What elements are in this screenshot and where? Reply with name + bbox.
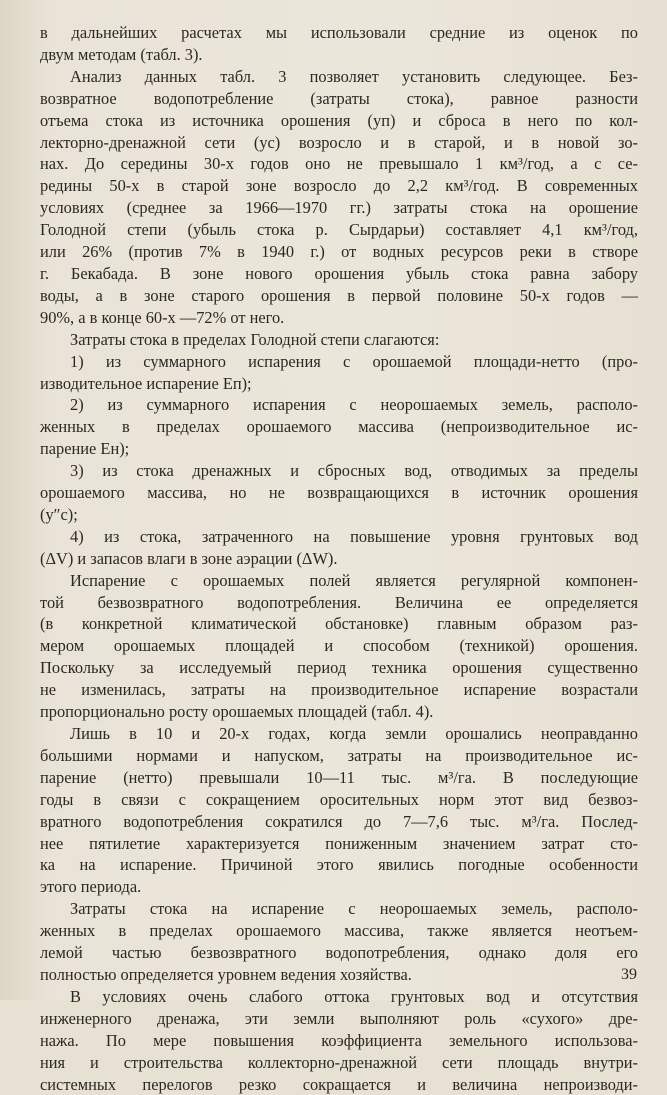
text-line: нее пятилетие характеризуется пониженным значением затрат сто- (40, 833, 638, 855)
text-line: парение Eн); (40, 438, 638, 460)
text-line: ния и строительства коллекторно-дренажной сети площадь внутри- (40, 1052, 638, 1074)
text-line: изводительное испарение Eп); (40, 373, 638, 395)
text-line: системных перелогов резко сокращается и величина непроизводи- (40, 1074, 638, 1095)
text-line: инженерного дренажа, эти земли выполняют роль «сухого» дре- (40, 1008, 638, 1030)
text-line: мером орошаемых площадей и способом (техникой) орошения. (40, 635, 638, 657)
text-line: пропорционально росту орошаемых площадей (табл. 4). (40, 701, 638, 723)
text-line: воды, а в зоне старого орошения в первой половине 50-х годов — (40, 285, 638, 307)
text-line: Голодной степи (убыль стока р. Сырдарьи) составляет 4,1 км³/год, (40, 219, 638, 241)
text-line: годы в связи с сокращением оросительных норм этот вид безвоз- (40, 789, 638, 811)
text-line: (ΔV) и запасов влаги в зоне аэрации (ΔW). (40, 548, 638, 570)
text-line: Затраты стока в пределах Голодной степи слагаются: (40, 329, 638, 351)
text-line: 1) из суммарного испарения с орошаемой площади-нетто (про- (40, 351, 638, 373)
text-line: Лишь в 10 и 20-х годах, когда земли орошались неоправданно (40, 723, 638, 745)
text-line: 2) из суммарного испарения с неорошаемых земель, располо- (40, 394, 638, 416)
text-line: (y″с); (40, 504, 638, 526)
text-line: женных в пределах орошаемого массива, также является неотъем- (40, 920, 638, 942)
text-line: 3) из стока дренажных и сбросных вод, отводимых за пределы (40, 460, 638, 482)
text-line: той безвозвратного водопотребления. Величина ее определяется (40, 592, 638, 614)
text-line: возвратное водопотребление (затраты стока), равное разности (40, 88, 638, 110)
text-line: парение (нетто) превышали 10—11 тыс. м³/га. В последующие (40, 767, 638, 789)
text-line: г. Бекабада. В зоне нового орошения убыль стока равна забору (40, 263, 638, 285)
text-line: Испарение с орошаемых полей является регулярной компонен- (40, 570, 638, 592)
text-line: В условиях очень слабого оттока грунтовых вод и отсутствия (40, 986, 638, 1008)
text-line: орошаемого массива, но не возвращающихся в источник орошения (40, 482, 638, 504)
text-line: Анализ данных табл. 3 позволяет установить следующее. Без- (40, 66, 638, 88)
text-line: Затраты стока на испарение с неорошаемых земель, располо- (40, 898, 638, 920)
text-line: в дальнейших расчетах мы использовали средние из оценок по (40, 22, 638, 44)
body-text (40, 22, 638, 1095)
text-line: условиях (среднее за 1966—1970 гг.) затраты стока на орошение (40, 197, 638, 219)
text-line: или 26% (против 7% в 1940 г.) от водных ресурсов реки в створе (40, 241, 638, 263)
text-line: двум методам (табл. 3). (40, 44, 638, 66)
text-line: этого периода. (40, 876, 638, 898)
page-number: 39 (621, 966, 637, 984)
text-line: полностью определяется уровнем ведения хозяйства. (40, 964, 638, 986)
text-line: (в конкретной климатической обстановке) главным образом раз- (40, 613, 638, 635)
text-line: лекторно-дренажной сети (yс) возросло и в старой, и в новой зо- (40, 132, 638, 154)
text-line: нажа. По мере повышения коэффициента земельного использова- (40, 1030, 638, 1052)
text-line: редины 50-х в старой зоне возросло до 2,2 км³/год. В современных (40, 175, 638, 197)
text-line: 90%, а в конце 60-х —72% от него. (40, 307, 638, 329)
text-line: большими нормами и напуском, затраты на производительное ис- (40, 745, 638, 767)
text-line: ка на испарение. Причиной этого явились погодные особенности (40, 854, 638, 876)
text-line: лемой частью безвозвратного водопотребления, однако доля его (40, 942, 638, 964)
text-line: нах. До середины 30-х годов оно не превышало 1 км³/год, а с се- (40, 153, 638, 175)
text-line: отъема стока из источника орошения (yп) и сброса в него по кол- (40, 110, 638, 132)
text-line: вратного водопотребления сократился до 7—7,6 тыс. м³/га. Послед- (40, 811, 638, 833)
text-line: не изменилась, затраты на производительное испарение возрастали (40, 679, 638, 701)
text-line: Поскольку за исследуемый период техника орошения существенно (40, 657, 638, 679)
text-line: женных в пределах орошаемого массива (непроизводительное ис- (40, 416, 638, 438)
text-line: 4) из стока, затраченного на повышение уровня грунтовых вод (40, 526, 638, 548)
